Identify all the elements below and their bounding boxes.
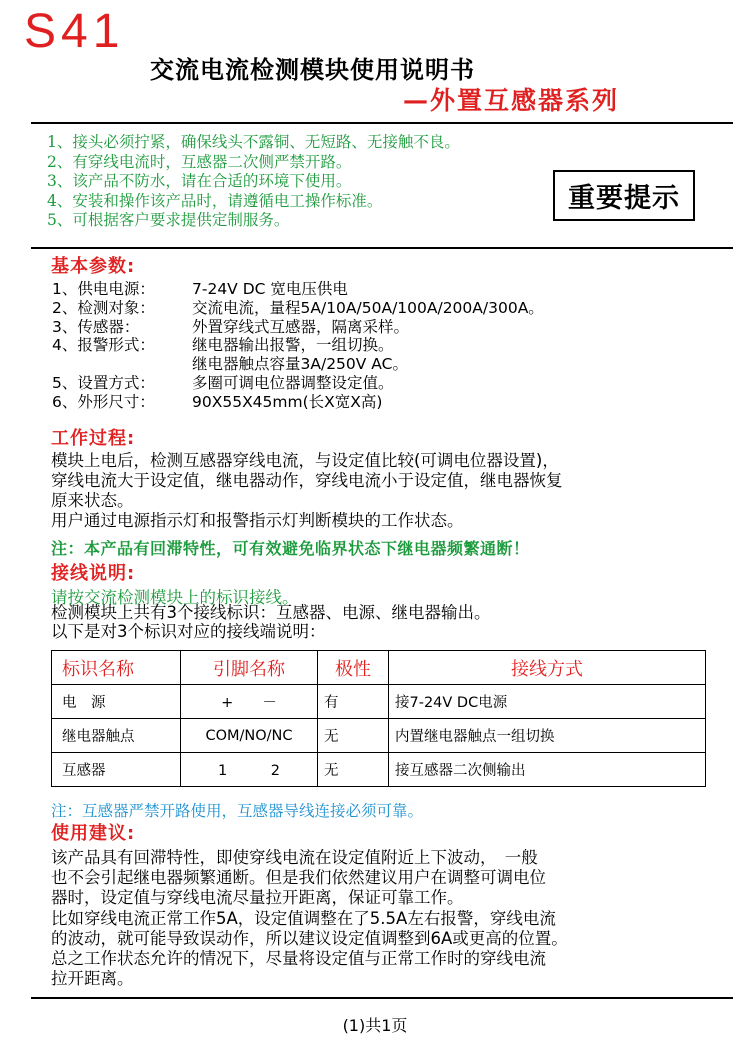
wiring-intro-line: 以下是对3个标识对应的接线端说明： bbox=[51, 622, 326, 641]
model-number: S41 bbox=[24, 5, 125, 58]
wiring-intro-line: 检测模块上共有3个接线标识：互感器、电源、继电器输出。 bbox=[51, 603, 491, 622]
cell-method: 内置继电器触点一组切换 bbox=[389, 719, 706, 753]
column-header: 引脚名称 bbox=[181, 651, 318, 685]
wiring-intro bbox=[51, 603, 491, 641]
column-header: 标识名称 bbox=[52, 651, 181, 685]
column-header: 极性 bbox=[318, 651, 389, 685]
page-number: (1)共1页 bbox=[342, 1016, 408, 1035]
page-subtitle: —外置互感器系列 bbox=[403, 86, 620, 115]
cell-pins: COM/NO/NC bbox=[181, 719, 318, 753]
advice-line: 也不会引起继电器频繁通断。但是我们依然建议用户在调整可调电位 bbox=[51, 868, 546, 888]
notice-item: 5、可根据客户要求提供定制服务。 bbox=[47, 211, 290, 229]
param-value: 7-24V DC 宽电压供电 bbox=[192, 280, 348, 298]
process-line: 原来状态。 bbox=[51, 491, 134, 510]
header-divider bbox=[31, 122, 733, 124]
wiring-heading: 接线说明: bbox=[51, 563, 136, 584]
cell-polarity: 无 bbox=[318, 753, 389, 787]
param-value: 外置穿线式互感器，隔离采样。 bbox=[192, 317, 410, 336]
param-key: 3、传感器： bbox=[52, 317, 140, 336]
advice-line: 拉开距离。 bbox=[51, 969, 134, 989]
param-key: 2、检测对象： bbox=[52, 298, 155, 317]
param-row bbox=[52, 280, 544, 299]
params-heading: 基本参数: bbox=[51, 256, 136, 277]
cell-pins: 1 2 bbox=[181, 753, 318, 787]
param-key: 1、供电电源： bbox=[52, 280, 155, 298]
param-value: 多圈可调电位器调整设定值。 bbox=[192, 373, 394, 392]
param-value: 继电器输出报警，一组切换。 bbox=[192, 336, 394, 355]
advice-line: 的波动，就可能导致误动作，所以建议设定值调整到6A或更高的位置。 bbox=[51, 928, 568, 948]
process-heading: 工作过程: bbox=[51, 428, 136, 449]
process-note: 注：本产品有回滞特性，可有效避免临界状态下继电器频繁通断！ bbox=[51, 539, 530, 558]
footer-divider bbox=[31, 997, 733, 999]
notice-item: 4、安装和操作该产品时，请遵循电工操作标准。 bbox=[47, 191, 383, 210]
param-row bbox=[52, 393, 544, 412]
cell-polarity: 无 bbox=[318, 719, 389, 753]
advice-heading: 使用建议: bbox=[51, 823, 136, 844]
cell-method: 接互感器二次侧输出 bbox=[389, 753, 706, 787]
cell-name: 电 源 bbox=[52, 685, 181, 719]
advice-line: 总之工作状态允许的情况下，尽量将设定值与正常工作时的穿线电流 bbox=[51, 949, 546, 969]
param-row bbox=[52, 355, 544, 374]
params-list bbox=[52, 280, 544, 412]
param-value: 继电器触点容量3A/250V AC。 bbox=[192, 355, 408, 374]
param-key bbox=[52, 355, 192, 374]
table-row bbox=[52, 685, 706, 719]
wiring-intro-green: 请按交流检测模块上的标识接线。 bbox=[51, 588, 299, 607]
param-row bbox=[52, 374, 544, 393]
param-row bbox=[52, 299, 544, 318]
advice-line: 比如穿线电流正常工作5A，设定值调整在了5.5A左右报警，穿线电流 bbox=[51, 908, 556, 928]
page-title: 交流电流检测模块使用说明书 bbox=[150, 56, 475, 84]
param-key: 5、设置方式： bbox=[52, 373, 155, 392]
cell-polarity: 有 bbox=[318, 685, 389, 719]
advice-line: 该产品具有回滞特性，即使穿线电流在设定值附近上下波动， 一般 bbox=[51, 848, 538, 867]
param-key: 6、外形尺寸： bbox=[52, 392, 155, 411]
table-header-row bbox=[52, 651, 706, 685]
process-line: 用户通过电源指示灯和报警指示灯判断模块的工作状态。 bbox=[51, 511, 464, 530]
param-value: 90X55X45mm(长X宽X高) bbox=[192, 392, 383, 411]
notice-item: 3、该产品不防水，请在合适的环境下使用。 bbox=[47, 172, 352, 190]
param-row bbox=[52, 336, 544, 355]
important-notice-box: 重要提示 bbox=[553, 170, 695, 221]
table-row bbox=[52, 753, 706, 787]
cell-name: 继电器触点 bbox=[52, 719, 181, 753]
param-row bbox=[52, 318, 544, 337]
advice-line: 器时，设定值与穿线电流尽量拉开距离，保证可靠工作。 bbox=[51, 888, 464, 908]
param-key: 4、报警形式： bbox=[52, 336, 155, 355]
table-row bbox=[52, 719, 706, 753]
notice-list bbox=[47, 133, 460, 231]
advice-text bbox=[51, 848, 568, 989]
cell-pins: + － bbox=[181, 685, 318, 719]
cell-method: 接7-24V DC电源 bbox=[389, 685, 706, 719]
process-line: 模块上电后，检测互感器穿线电流，与设定值比较(可调电位器设置)， bbox=[51, 451, 559, 470]
notice-item: 2、有穿线电流时，互感器二次侧严禁开路。 bbox=[47, 152, 352, 171]
cell-name: 互感器 bbox=[52, 753, 181, 787]
notice-item: 1、接头必须拧紧，确保线头不露铜、无短路、无接触不良。 bbox=[47, 133, 460, 151]
wiring-note: 注：互感器严禁开路使用，互感器导线连接必须可靠。 bbox=[51, 802, 424, 820]
column-header: 接线方式 bbox=[389, 651, 706, 685]
param-value: 交流电流，量程5A/10A/50A/100A/200A/300A。 bbox=[192, 298, 544, 317]
process-text bbox=[51, 451, 563, 531]
process-line: 穿线电流大于设定值，继电器动作，穿线电流小于设定值，继电器恢复 bbox=[51, 471, 563, 490]
notice-divider bbox=[31, 247, 733, 249]
wiring-table bbox=[51, 650, 706, 787]
